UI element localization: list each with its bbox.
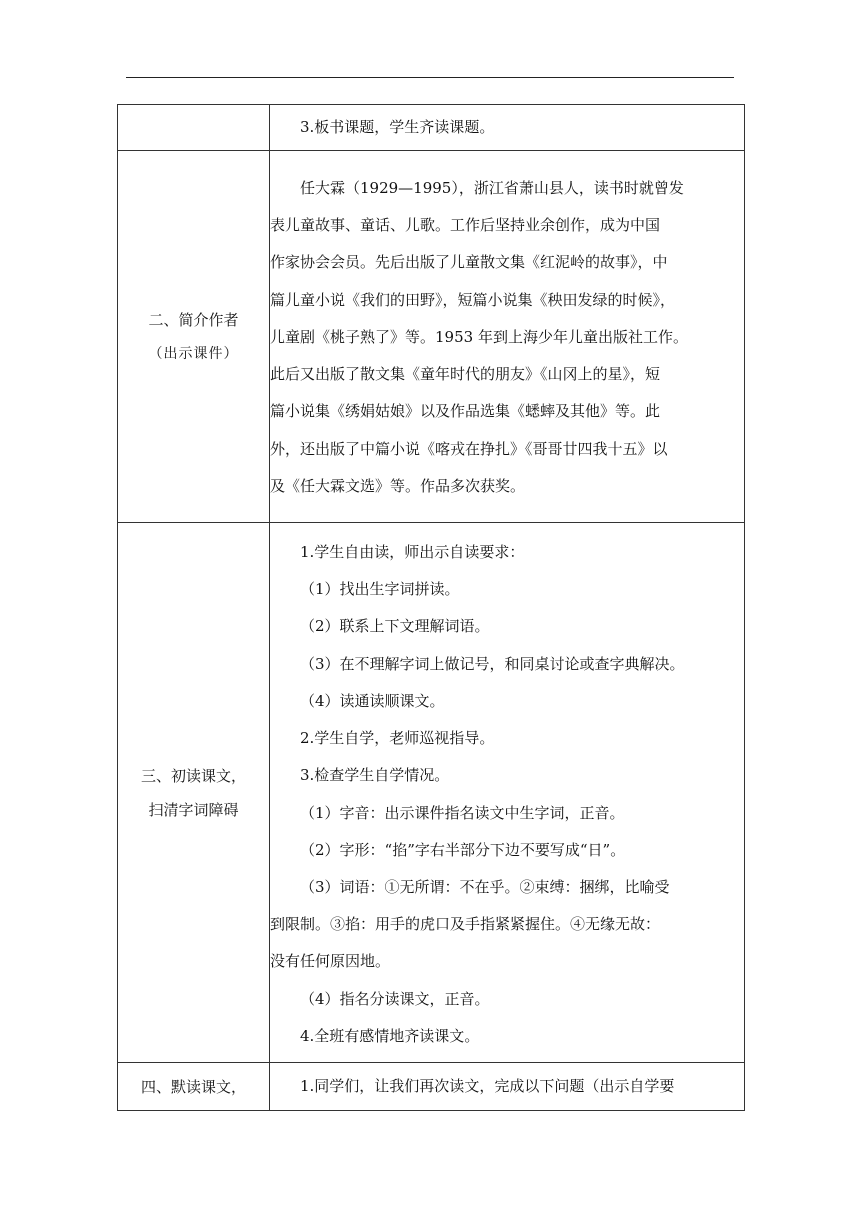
- reading-step-3-4: （4）指名分读课文，正音。: [300, 989, 490, 1008]
- row-1-line-1: 3.板书课题，学生齐读课题。: [300, 117, 495, 136]
- author-intro-line-3: 作家协会会员。先后出版了儿童散文集《红泥岭的故事》，中: [270, 253, 668, 272]
- author-intro-line-1: 任大霖（1929—1995），浙江省萧山县人，读书时就曾发: [300, 179, 684, 198]
- table-row: [118, 523, 745, 1063]
- reading-step-3-1: （1）字音：出示课件指名读文中生字词，正音。: [300, 803, 625, 822]
- author-intro-line-6: 此后又出版了散文集《童年时代的朋友》《山冈上的星》，短: [270, 365, 661, 384]
- author-intro-line-4: 篇儿童小说《我们的田野》，短篇小说集《秧田发绿的时候》，: [270, 290, 676, 309]
- author-intro-line-9: 及《任大霖文选》等。作品多次获奖。: [270, 476, 526, 495]
- reading-step-1-2: （2）联系上下文理解词语。: [300, 617, 490, 636]
- reading-step-1-4: （4）读通读顺课文。: [300, 691, 445, 710]
- header-rule: [126, 77, 734, 78]
- reading-step-3-2: （2）字形：“掐”字右半部分下边不要写成“日”。: [300, 840, 626, 859]
- row-4-content-cell: [270, 1063, 745, 1111]
- reading-step-3-3-cont-2: 没有任何原因地。: [270, 952, 391, 971]
- reading-step-3-3-cont-1: 到限制。③掐：用手的虎口及手指紧紧握住。④无缘无故：: [270, 915, 661, 934]
- silent-reading-step-1: [270, 1068, 744, 1105]
- row-4-stage-cell: [118, 1063, 270, 1111]
- row-3-content-cell: [270, 523, 745, 1063]
- table-row: [118, 1063, 745, 1111]
- row-1-content-cell: [270, 105, 745, 151]
- author-intro-line-7: 篇小说集《绣娟姑娘》以及作品选集《蟋蟀及其他》等。此: [270, 402, 661, 421]
- table-row: [118, 105, 745, 151]
- stage-title: 二、简介作者: [148, 310, 239, 329]
- reading-step-3: 3.检查学生自学情况。: [300, 766, 450, 785]
- reading-step-3-3: （3）词语：①无所谓：不在乎。②束缚：捆绑，比喻受: [300, 877, 670, 896]
- row-2-content-cell: [270, 151, 745, 523]
- reading-step-2: 2.学生自学，老师巡视指导。: [300, 729, 495, 748]
- silent-reading-text: 1.同学们，让我们再次读文，完成以下问题（出示自学要: [300, 1076, 675, 1095]
- stage-note: （出示课件）: [148, 345, 239, 362]
- stage-title: 三、初读课文，: [140, 766, 246, 785]
- reading-step-1-1: （1）找出生字词拼读。: [300, 580, 460, 599]
- lesson-plan-table: [117, 104, 745, 1111]
- author-intro-line-8: 外，还出版了中篇小说《喀戎在挣扎》《哥哥廿四我十五》以: [270, 439, 668, 458]
- table-row: [118, 151, 745, 523]
- reading-step-1: 1.学生自由读，师出示自读要求：: [300, 543, 525, 562]
- author-intro-line-5: 儿童剧《桃子熟了》等。1953 年到上海少年儿童出版社工作。: [270, 327, 688, 346]
- author-intro-line-2: 表儿童故事、童话、儿歌。工作后坚持业余创作，成为中国: [270, 216, 661, 235]
- row-3-stage-cell: [118, 523, 270, 1063]
- stage-title-line-2: 扫清字词障碍: [148, 800, 239, 819]
- reading-step-4: 4.全班有感情地齐读课文。: [300, 1026, 480, 1045]
- reading-step-1-3: （3）在不理解字词上做记号，和同桌讨论或查字典解决。: [300, 654, 685, 673]
- row-2-stage-cell: [118, 151, 270, 523]
- stage-title: 四、默读课文，: [140, 1077, 246, 1096]
- row-1-stage-cell: [118, 105, 270, 151]
